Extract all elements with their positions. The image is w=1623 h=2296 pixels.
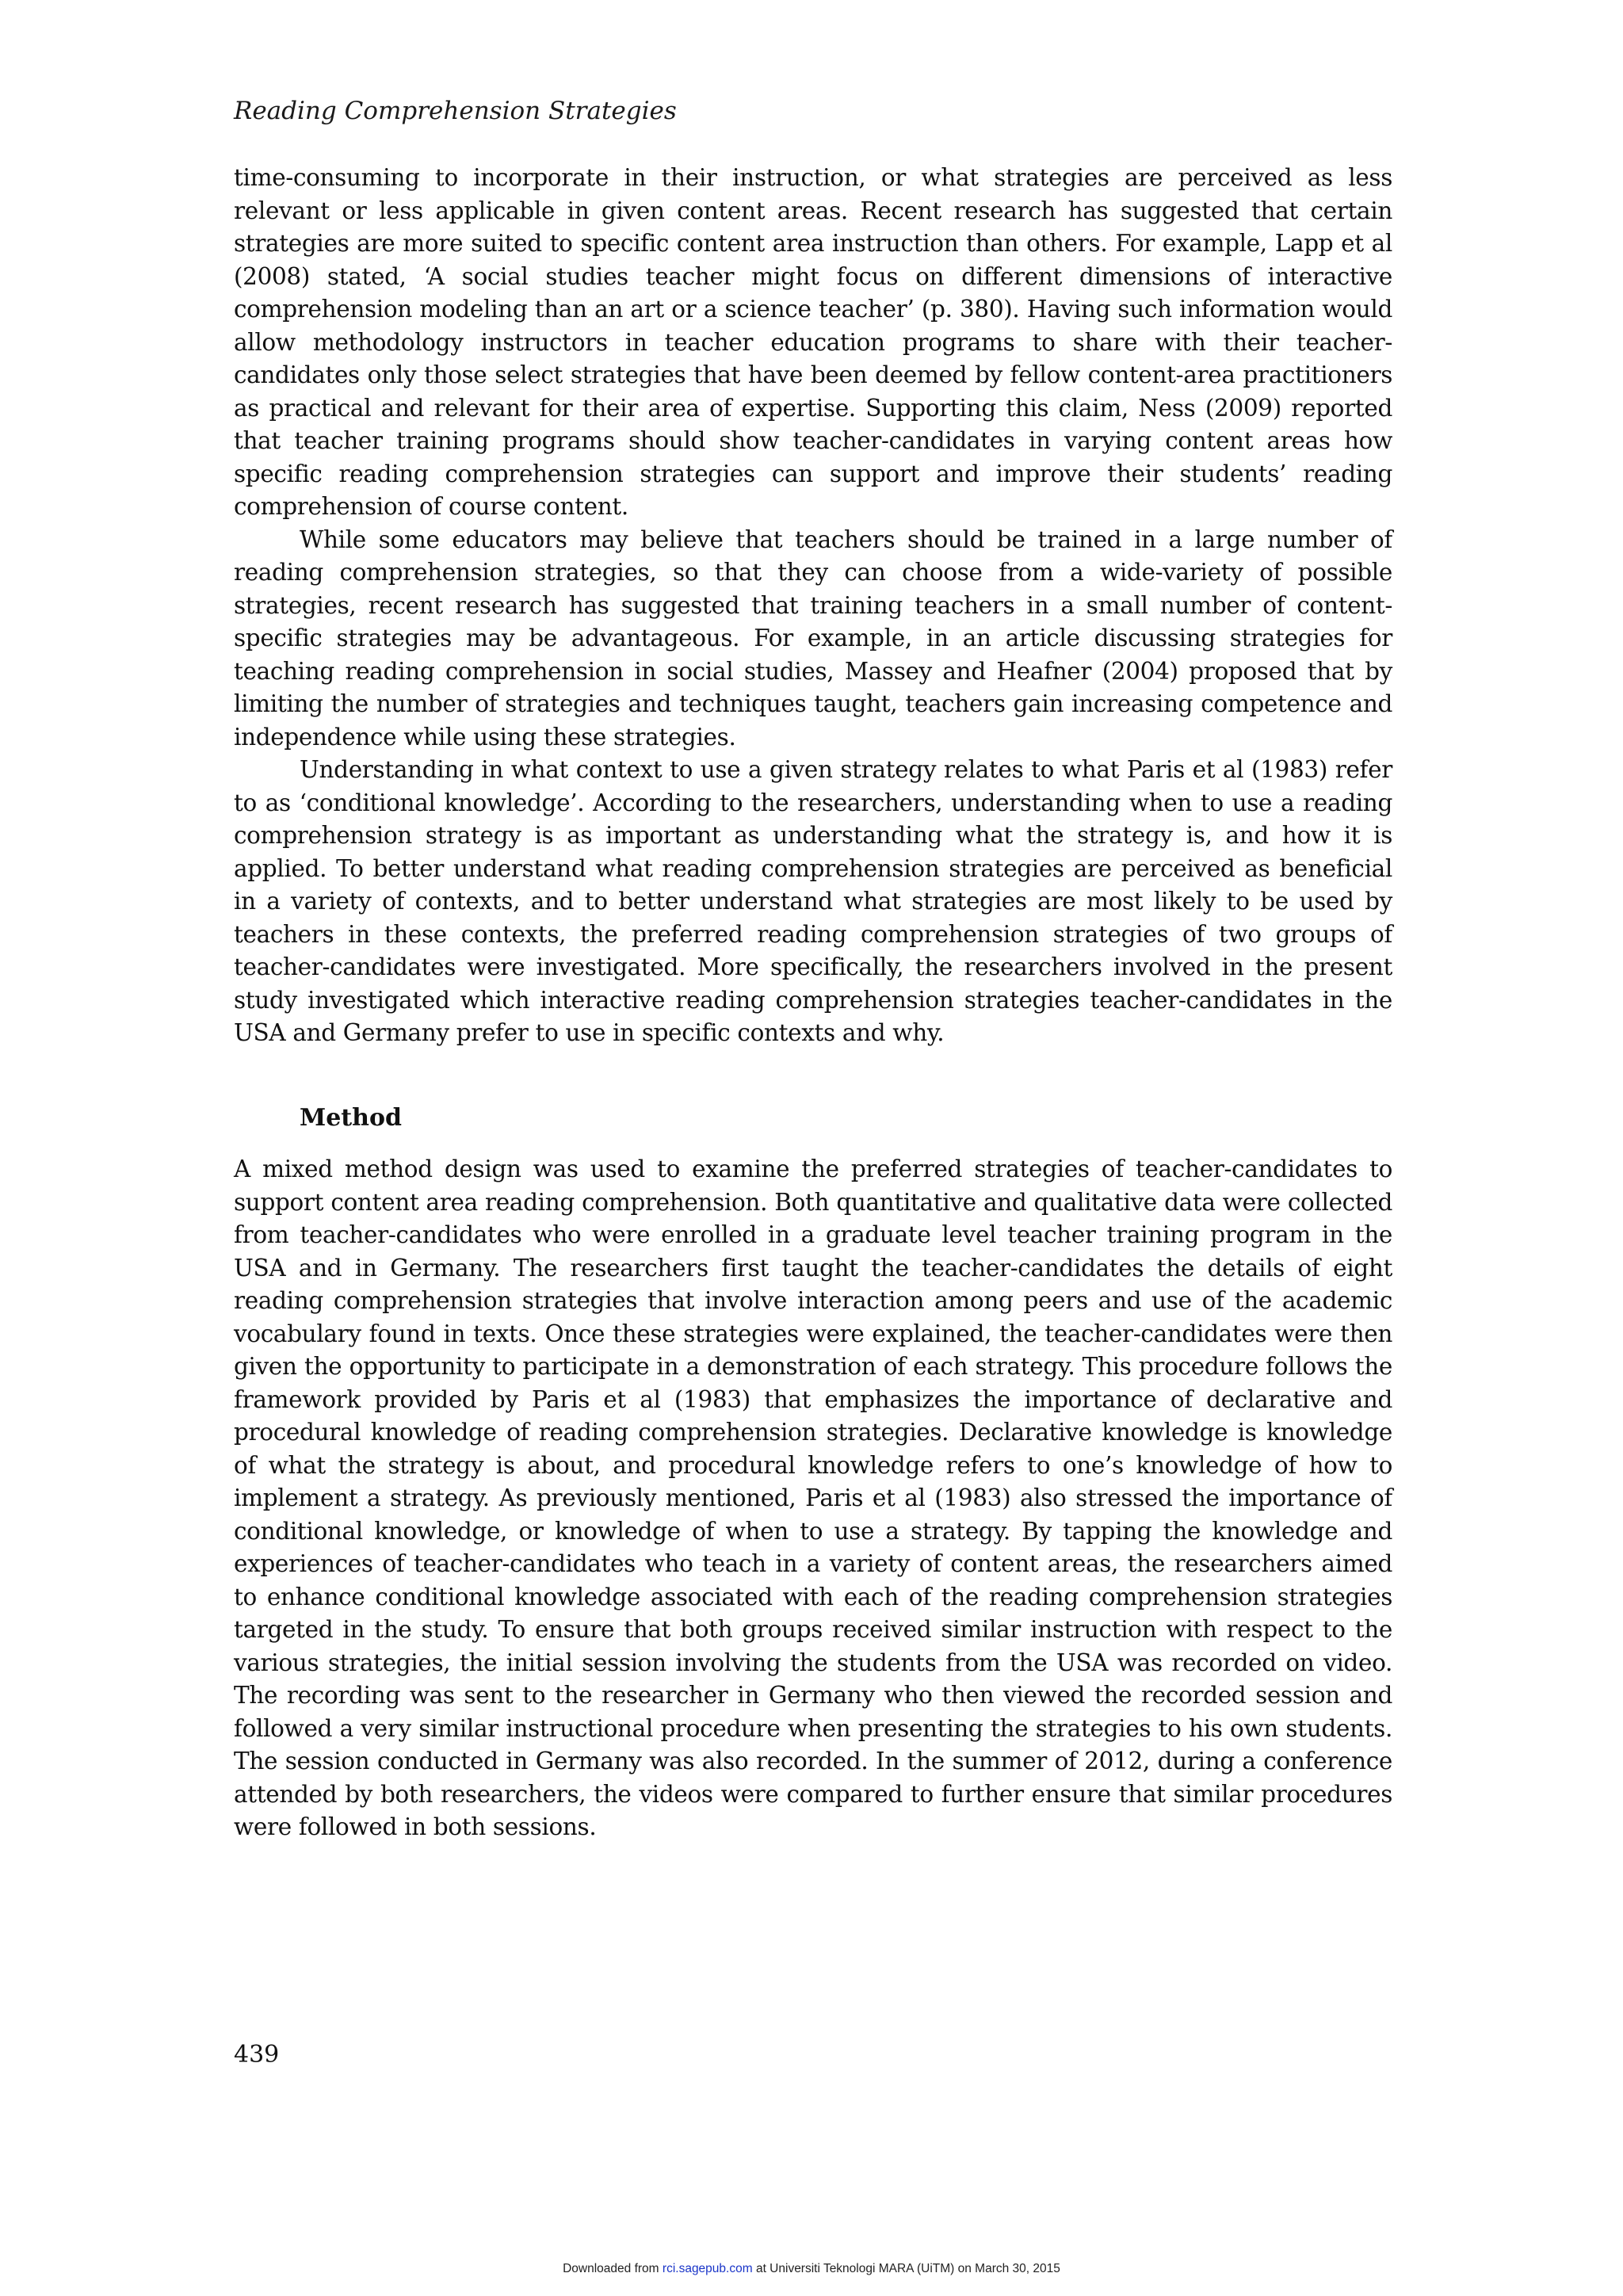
running-head: Reading Comprehension Strategies <box>234 97 677 125</box>
footer-suffix: at Universiti Teknologi MARA (UiTM) on March 30, 2015 <box>752 2262 1060 2275</box>
footer-prefix: Downloaded from <box>563 2262 663 2275</box>
footer-link[interactable]: rci.sagepub.com <box>662 2262 753 2275</box>
page-number: 439 <box>234 2041 280 2069</box>
download-footer <box>0 2262 1623 2276</box>
paragraph-method: A mixed method design was used to examine the preferred strategies of teacher-candidates to support content area reading comprehension. Both quantitative and qualitative data were collected from teacher-candidates who were enrolled in a graduate level teacher training program in the USA and in Germany. The researchers first taught the teacher-candidates the details of eight reading comprehension strategies that involve interaction among peers and use of the academic vocabulary found in texts. Once these strategies were explained, the teacher-candidates were then given the opportunity to participate in a demonstration of each strategy. This procedure follows the framework provided by Paris et al (1983) that emphasizes the importance of declarative and procedural knowledge of reading comprehension strategies. Declarative knowledge is knowledge of what the strategy is about, and procedural knowledge refers to one’s knowledge of how to implement a strategy. As previously mentioned, Paris et al (1983) also stressed the importance of conditional knowledge, or knowledge of when to use a strategy. By tapping the knowledge and experiences of teacher-candidates who teach in a variety of content areas, the researchers aimed to enhance conditional knowledge associated with each of the reading comprehension strategies targeted in the study. To ensure that both groups received similar instruction with respect to the various strategies, the initial session involving the students from the USA was recorded on video. The recording was sent to the researcher in Germany who then viewed the recorded session and followed a very similar instructional procedure when presenting the strategies to his own students. The session conducted in Germany was also recorded. In the summer of 2012, during a conference attended by both researchers, the videos were compared to further ensure that similar procedures were followed in both sessions. <box>234 1156 1392 1840</box>
paragraph-conditional-knowledge: Understanding in what context to use a given strategy relates to what Paris et al (1983) refer to as ‘conditional knowledge’. According to the researchers, understanding when to use a reading comprehension strategy is as important as understanding what the strategy is, and how it is applied. To better understand what reading comprehension strategies are perceived as beneficial in a variety of contexts, and to better understand what strategies are most likely to be used by teachers in these contexts, the preferred reading comprehension strategies of two groups of teacher-candidates were investigated. More specifically, the researchers involved in the present study investigated which interactive reading comprehension strategies teacher-candidates in the USA and Germany prefer to use in specific contexts and why. <box>234 756 1392 1046</box>
method-body <box>234 1153 1392 1844</box>
method-heading: Method <box>300 1104 402 1132</box>
intro-body <box>234 162 1392 1050</box>
paragraph-continuation: time-consuming to incorporate in their instruction, or what strategies are perceived as less relevant or less applicable in given content areas. Recent research has suggested that certain strategies are more suited to specific content area instruction than others. For example, Lapp et al (2008) stated, ‘A social studies teacher might focus on different dimensions of interactive comprehension modeling than an art or a science teacher’ (p. 380). Having such information would allow methodology instructors in teacher education programs to share with their teacher-candidates only those select strategies that have been deemed by fellow content-area practitioners as practical and relevant for their area of expertise. Supporting this claim, Ness (2009) reported that teacher training programs should show teacher-candidates in varying content areas how specific reading comprehension strategies can support and improve their students’ reading comprehension of course content. <box>234 164 1392 520</box>
paragraph-educators: While some educators may believe that teachers should be trained in a large number of reading comprehension strategies, so that they can choose from a wide-variety of possible strategies, recent research has suggested that training teachers in a small number of content-specific strategies may be advantageous. For example, in an article discussing strategies for teaching reading comprehension in social studies, Massey and Heafner (2004) proposed that by limiting the number of strategies and techniques taught, teachers gain increasing competence and independence while using these strategies. <box>234 525 1392 751</box>
